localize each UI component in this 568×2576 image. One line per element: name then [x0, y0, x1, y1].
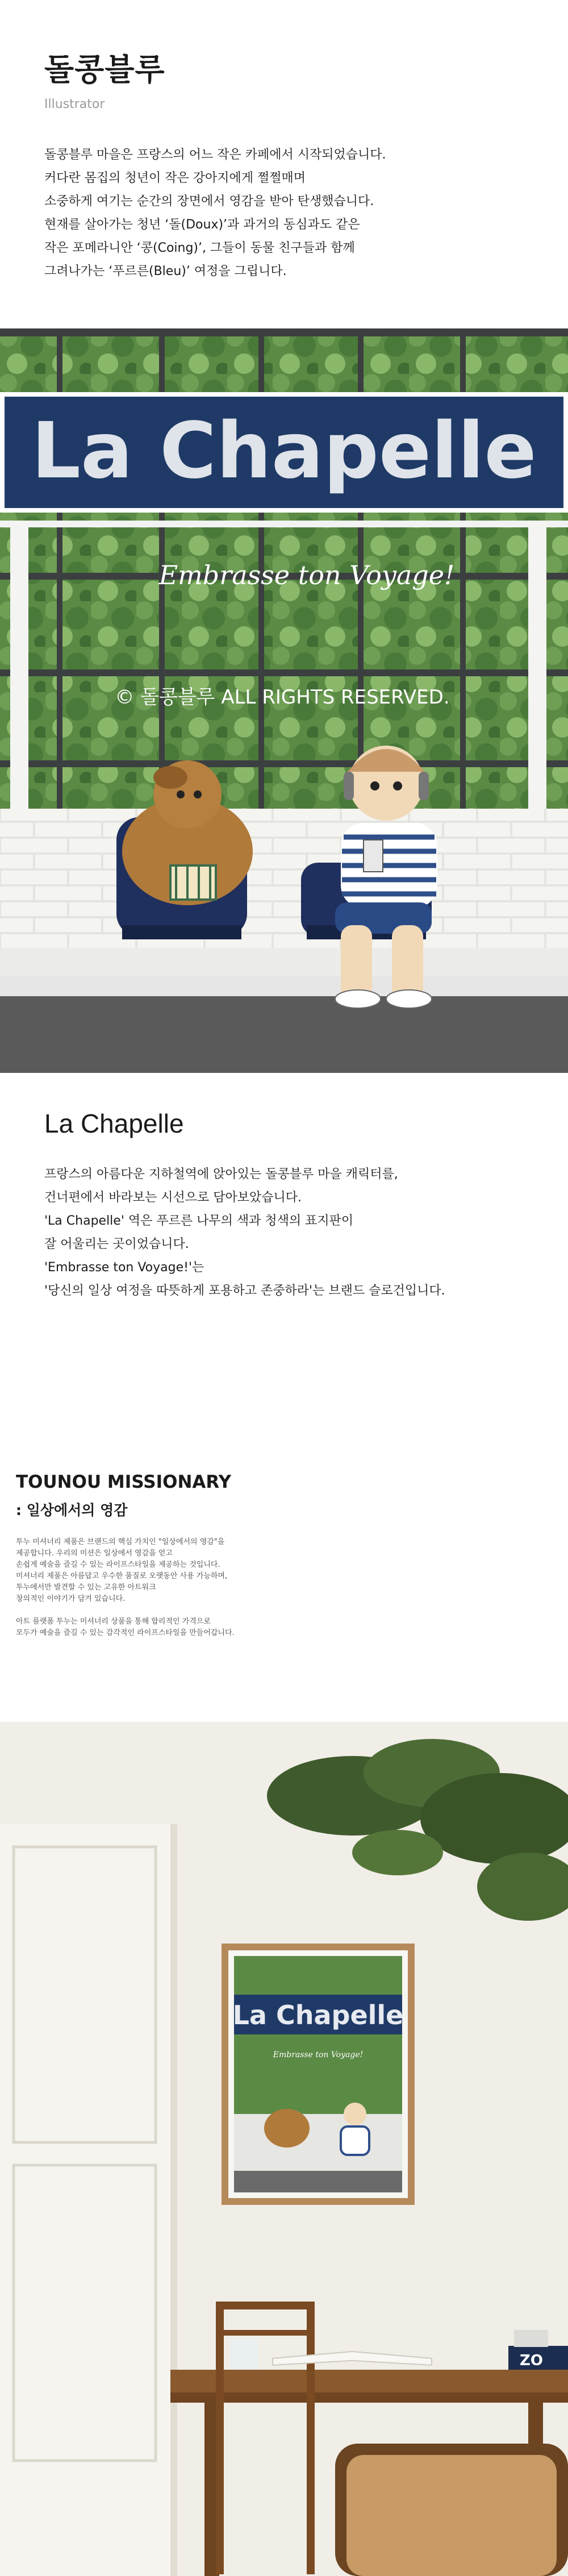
slogan-text: Embrasse ton Voyage!	[158, 560, 455, 590]
book-label: ZO	[520, 2352, 543, 2369]
section-description	[44, 1163, 556, 1302]
text-line: 돌콩블루 마을은 프랑스의 어느 작은 카페에서 시작되었습니다.	[44, 148, 386, 162]
text-line: 투누 미셔너리 제품은 브랜드의 핵심 가치인 "일상에서의 영감"을	[16, 1538, 225, 1546]
vase	[514, 2330, 548, 2347]
text-line: 모두가 예술을 즐길 수 있는 감각적인 라이프스타일을 만들어갑니다.	[16, 1629, 235, 1637]
brand-description	[44, 143, 533, 283]
station-sign-text: La Chapelle	[31, 406, 537, 496]
framed-poster	[222, 1944, 415, 2205]
room-photo	[0, 1722, 568, 2576]
text-line: 미셔너리 제품은 아름답고 우수한 품질로 오랫동안 사용 가능하며,	[16, 1572, 228, 1580]
copyright-watermark: © 돌콩블루 ALL RIGHTS RESERVED.	[115, 686, 450, 709]
text-line: 소중하게 여기는 순간의 장면에서 영감을 받아 탄생했습니다.	[44, 194, 374, 209]
text-line: 프랑스의 아름다운 지하철역에 앉아있는 돌콩블루 마을 캐릭터를,	[44, 1167, 398, 1181]
la-chapelle-section	[44, 1108, 556, 1302]
text-line: 아트 플랫폼 투누는 미셔너리 상품을 통해 합리적인 가격으로	[16, 1617, 211, 1626]
poster-slogan: Embrasse ton Voyage!	[273, 2050, 364, 2059]
text-line: 작은 포메라니안 ‘콩(Coing)’, 그들이 동물 친구들과 함께	[44, 241, 355, 255]
poster-sign-text: La Chapelle	[232, 2000, 404, 2030]
text-line: 제공합니다. 우리의 미션은 일상에서 영감을 얻고	[16, 1549, 173, 1558]
section-title: La Chapelle	[44, 1109, 184, 1138]
text-line: 투누에서만 발견할 수 있는 고유한 아트워크	[16, 1583, 156, 1592]
brand-intro	[44, 45, 533, 283]
door	[0, 1824, 177, 2576]
text-line: 'La Chapelle' 역은 푸르른 나무의 색과 청색의 표지판이	[44, 1214, 354, 1228]
glass	[230, 2338, 258, 2370]
station-illustration	[0, 328, 568, 1073]
text-line: 그려나가는 ‘푸르른(Bleu)’ 여정을 그립니다.	[44, 264, 287, 278]
mission-section	[16, 1472, 311, 1639]
mission-description	[16, 1537, 311, 1639]
mission-subtitle: : 일상에서의 영감	[16, 1502, 128, 1518]
brand-title: 돌콩블루	[44, 52, 165, 88]
text-line: 'Embrasse ton Voyage!'는	[44, 1260, 204, 1275]
text-line: 손쉽게 예술을 즐길 수 있는 라이프스타일을 제공하는 것입니다.	[16, 1560, 220, 1569]
text-line: 잘 어울리는 곳이었습니다.	[44, 1237, 189, 1251]
text-line: 커다란 몸집의 청년이 작은 강아지에게 쩔쩔매며	[44, 171, 306, 185]
mission-title: TOUNOU MISSIONARY	[16, 1472, 232, 1492]
la-chapelle-artwork	[0, 328, 568, 1073]
text-line: 건너편에서 바라보는 시선으로 담아보았습니다.	[44, 1191, 302, 1205]
chair-right	[335, 2444, 568, 2576]
brand-subtitle: Illustrator	[44, 97, 105, 111]
room-scene	[0, 1722, 568, 2576]
text-line: '당신의 일상 여정을 따뜻하게 포용하고 존중하라'는 브랜드 슬로건입니다.	[44, 1284, 445, 1298]
text-line: 창의적인 이야기가 담겨 있습니다.	[16, 1595, 126, 1603]
text-line: 현재를 살아가는 청년 ‘돌(Doux)’과 과거의 동심과도 같은	[44, 218, 360, 232]
